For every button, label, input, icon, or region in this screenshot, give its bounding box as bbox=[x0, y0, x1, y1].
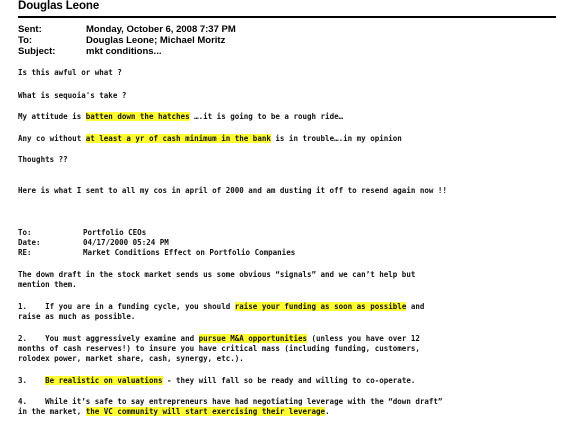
memo-to-row bbox=[18, 228, 146, 238]
sent-value: Monday, October 6, 2008 7:37 PM bbox=[86, 24, 236, 35]
to-value: Douglas Leone; Michael Moritz bbox=[86, 35, 226, 46]
memo-date-row bbox=[18, 238, 169, 248]
subject-value: mkt conditions... bbox=[86, 46, 162, 57]
memo-line: The down draft in the stock market sends us some obvious “signals” and we can’t help but bbox=[18, 270, 416, 279]
subject-label: Subject: bbox=[18, 46, 56, 57]
memo-text: in the market, bbox=[18, 407, 86, 416]
sent-row bbox=[18, 24, 236, 35]
highlighted-text: raise your funding as soon as possible bbox=[234, 302, 407, 311]
body-text: My attitude is bbox=[18, 112, 86, 121]
body-text: Any co without bbox=[18, 134, 86, 143]
memo-text: - they will fall so be ready and willing to co-operate. bbox=[162, 376, 416, 385]
memo-to-label: To: bbox=[18, 228, 32, 237]
memo-line bbox=[18, 407, 330, 417]
memo-text: . bbox=[325, 407, 330, 416]
body-text: ….it is going to be a rough ride… bbox=[189, 112, 344, 121]
body-text: is in trouble….in my opinion bbox=[270, 134, 402, 143]
memo-re-value: Market Conditions Effect on Portfolio Companies bbox=[83, 248, 296, 257]
memo-to-value: Portfolio CEOs bbox=[83, 228, 147, 237]
body-line: What is sequoia's take ? bbox=[18, 91, 127, 100]
memo-line: months of cash reserves!) to insure you have critical mass (including funding, customers, bbox=[18, 344, 420, 353]
highlighted-text: the VC community will start exercising their leverage bbox=[85, 407, 326, 416]
memo-line bbox=[18, 302, 424, 312]
memo-line bbox=[18, 376, 415, 386]
body-line bbox=[18, 134, 402, 144]
memo-text: (unless you have over 12 bbox=[307, 334, 420, 343]
memo-text: and bbox=[406, 302, 425, 311]
sent-label: Sent: bbox=[18, 24, 42, 35]
highlighted-text: batten down the hatches bbox=[85, 112, 190, 121]
memo-text: 1. If you are in a funding cycle, you should bbox=[18, 302, 235, 311]
highlighted-text: pursue M&A opportunities bbox=[198, 334, 307, 343]
memo-re-label: RE: bbox=[18, 248, 32, 257]
to-row bbox=[18, 35, 225, 46]
sender-name: Douglas Leone bbox=[18, 0, 100, 12]
memo-line: mention them. bbox=[18, 280, 77, 289]
to-label: To: bbox=[18, 35, 33, 46]
memo-text: 2. You must aggressively examine and bbox=[18, 334, 199, 343]
memo-line: 4. While it’s safe to say entrepreneurs have had negotiating leverage with the “down draft” bbox=[18, 397, 443, 406]
body-line bbox=[18, 112, 343, 122]
body-line: Thoughts ?? bbox=[18, 155, 68, 164]
subject-row bbox=[18, 46, 161, 57]
highlighted-text: Be realistic on valuations bbox=[45, 376, 163, 385]
memo-date-value: 04/17/2000 05:24 PM bbox=[83, 238, 169, 247]
memo-date-label: Date: bbox=[18, 238, 41, 247]
memo-text: 3. bbox=[18, 376, 46, 385]
memo-line: raise as much as possible. bbox=[18, 312, 136, 321]
body-line: Here is what I sent to all my cos in april of 2000 and am dusting it off to resend again now !! bbox=[18, 186, 447, 195]
memo-line bbox=[18, 334, 420, 344]
highlighted-text: at least a yr of cash minimum in the bank bbox=[85, 134, 271, 143]
memo-line: rolodex power, market share, cash, synergy, etc.). bbox=[18, 354, 244, 363]
body-line: Is this awful or what ? bbox=[18, 68, 122, 77]
memo-re-row bbox=[18, 248, 295, 258]
header-divider bbox=[18, 16, 556, 18]
